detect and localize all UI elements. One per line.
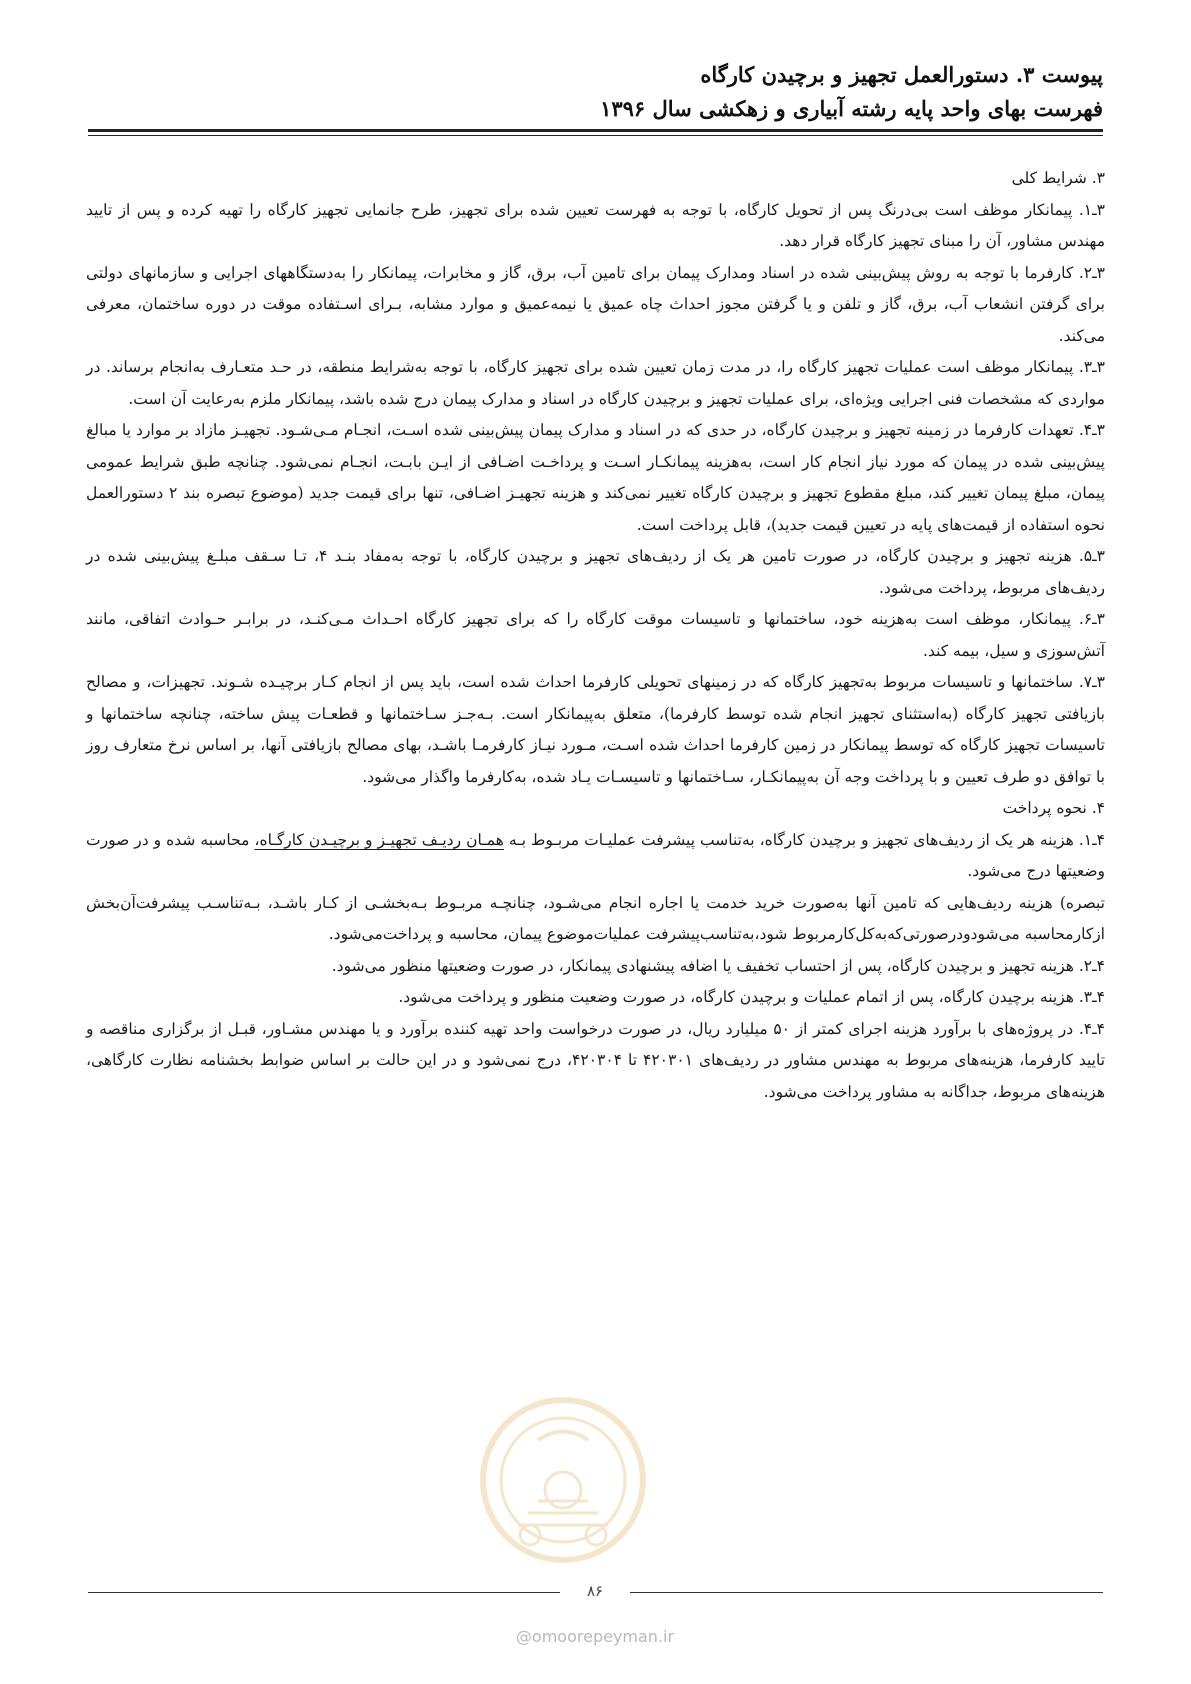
page-number: ۸۶ bbox=[560, 1579, 630, 1603]
header-title-price-list: فهرست بهای واحد پایه رشته آبیاری و زهکشی سال ۱۳۹۶ bbox=[600, 96, 1103, 121]
document-body bbox=[86, 163, 1105, 1108]
paragraph-4-1-lead: ۴ـ۱. هزینه هر یک از ردیف‌های تجهیز و برچیدن کارگاه، به‌تناسب پیشرفت عملیـات مربـوط بـه bbox=[503, 830, 1105, 849]
paragraph-3-7: ۳ـ۷. ساختمانها و تاسیسات مربوط به‌تجهیز کارگاه که در زمینهای تحویلی کارفرما احداث شده است، باید پس از انجام کـار برچیـده شـوند. تجهیزات، و مصالح بازیافتی تجهیز کارگاه (به‌استثنای تجهیز انجام شده توسط کارفرما)، متعلق به‌پیمانکار است. بـه‌جـز سـاختمانها و قطعـات پیش ساخته، چنانچه ساختمانها و تاسیسات تجهیز کارگاه که توسط پیمانکار در زمین کارفرما احداث شده اسـت، مـورد نیـاز کارفرمـا باشـد، بهای مصالح بازیافتی آنها، بر اساس نرخ متعارف روز با توافق دو طرف تعیین و با پرداخت وجه آن به‌پیمانکـار، سـاختمانها و تاسیسـات یـاد شده، به‌کارفرما واگذار می‌شود. bbox=[86, 673, 1105, 786]
section-title-general-conditions: ۳. شرایط کلی bbox=[1011, 169, 1105, 187]
paragraph-3-6: ۳ـ۶. پیمانکار، موظف است به‌هزینه خود، ساختمانها و تاسیسات موقت کارگاه را که برای تجهیز کارگاه احـداث مـی‌کنـد، در برابـر حـوادث اتفاقی، مانند آتش‌سوزی و سیل، بیمه کند. bbox=[86, 610, 1105, 660]
paragraph-4-4: ۴ـ۴. در پروژه‌های با برآورد هزینه اجرای کمتر از ۵۰ میلیارد ریال، در صورت درخواست واحد تهیه کننده برآورد و یا مهندس مشـاور، قبـل از برگزاری مناقصه و تایید کارفرما، هزینه‌های مربوط به مهندس مشاور در ردیف‌های ۴۲۰۳۰۱ تا ۴۲۰۳۰۴، درج نمی‌شود و در این حالت بر اساس ضوابط بخشنامه نظارت کارگاهی، هزینه‌های مربوط، جداگانه به مشاور پرداخت می‌شود. bbox=[86, 1019, 1106, 1101]
paragraph-4-3: ۴ـ۳. هزینه برچیدن کارگاه، پس از اتمام عملیات و برچیدن کارگاه، در صورت وضعیت منظور و پرداخت می‌شود. bbox=[398, 988, 1105, 1006]
paragraph-3-4: ۳ـ۴. تعهدات کارفرما در زمینه تجهیز و برچیدن کارگاه، در حدی که در اسناد و مدارک پیمان پیش‌بینی شده اسـت، انجـام مـی‌شـود. تجهیـز مازاد بر موارد یا مبالغ پیش‌بینی شده در پیمان که مورد نیاز انجام کار است، به‌هزینه پیمانکـار اسـت و پرداخـت اضـافی از ایـن بابـت، انجـام نمی‌شود. چنانچه طبق شرایط عمومی پیمان، مبلغ پیمان تغییر کند، مبلغ مقطوع تجهیز و برچیدن کارگاه تغییر نمی‌کند و هزینه تجهیـز اضـافی، تنها برای قیمت جدید (موضوع تبصره بند ۲ دستورالعمل نحوه استفاده از قیمت‌های پایه در تعیین قیمت جدید)، قابل پرداخت است. bbox=[86, 421, 1105, 534]
paragraph-4-1 bbox=[86, 825, 1105, 888]
paragraph-note: تبصره) هزینه ردیف‌هایی که تامین آنها به‌صورت خرید خدمت یا اجاره انجام می‌شـود، چنانچـه مربـوط بـه‌بخشـی از کـار باشـد، بـه‌تناسـب پیشرفت‌آن‌بخش ازکارمحاسبه می‌شودودرصورتی‌که‌به‌کل‌کارمربوط شود،به‌تناسب‌پیشرفت عملیات‌موضوع پیمان، محاسبه و پرداخت‌می‌شود. bbox=[86, 893, 1105, 943]
paragraph-3-3: ۳ـ۳. پیمانکار موظف است عملیات تجهیز کارگاه را، در مدت زمان تعیین شده برای تجهیز کارگاه، با توجه به‌شرایط منطقه، در حـد متعـارف به‌انجام برساند. در مواردی که مشخصات فنی اجرایی ویژه‌ای، برای عملیات تجهیز و برچیدن کارگاه در اسناد و مدارک پیمان درج شده باشد، پیمانکار ملزم به‌رعایت آن است. bbox=[86, 358, 1105, 408]
paragraph-4-2: ۴ـ۲. هزینه تجهیز و برچیدن کارگاه، پس از احتساب تخفیف یا اضافه پیشنهادی پیمانکار، در صورت وضعیتها منظور می‌شود. bbox=[331, 956, 1105, 975]
paragraph-4-1-tail: محاسبه شده و در صورت وضعیتها درج می‌شود. bbox=[86, 830, 1105, 880]
header-divider-thick bbox=[88, 129, 1103, 132]
seal-watermark-icon bbox=[478, 1395, 648, 1565]
page-header bbox=[88, 58, 1103, 126]
site-watermark-text: @omoorepeyman.ir bbox=[515, 1627, 675, 1646]
section-title-payment-method: ۴. نحوه پرداخت bbox=[1002, 799, 1105, 817]
paragraph-3-1: ۳ـ۱. پیمانکار موظف است بی‌درنگ پس از تحویل کارگاه، با توجه به فهرست تعیین شده برای تجهیز، طرح جانمایی تجهیز کارگاه را تهیه کرده و پس از تایید مهندس مشاور، آن را مبنای تجهیز کارگاه قرار دهد. bbox=[86, 200, 1105, 250]
paragraph-4-1-underlined: همـان ردیـف تجهیـز و برچیـدن کارگـاه، bbox=[254, 830, 504, 849]
header-divider-thin bbox=[88, 135, 1103, 136]
paragraph-3-5: ۳ـ۵. هزینه تجهیز و برچیدن کارگاه، در صورت تامین هر یک از ردیف‌های تجهیز و برچیدن کارگاه، با توجه به‌مفاد بنـد ۴، تـا سـقف مبلـغ پیش‌بینی شده در ردیف‌های مربوط، پرداخت می‌شود. bbox=[86, 547, 1105, 597]
header-title-appendix: پیوست ۳. دستورالعمل تجهیز و برچیدن کارگاه bbox=[700, 62, 1103, 87]
paragraph-3-2: ۳ـ۲. کارفرما با توجه به روش پیش‌بینی شده در اسناد ومدارک پیمان برای تامین آب، برق، گاز و مخابرات، پیمانکار را به‌دستگاههای اجرایی و سازمانهای دولتی برای گرفتن انشعاب آب، برق، گاز و تلفن و یا گرفتن مجوز احداث چاه عمیق یا نیمه‌عمیق و موارد مشابه، بـرای اسـتفاده موقت در دوره ساختمان، معرفی می‌کند. bbox=[86, 263, 1105, 345]
